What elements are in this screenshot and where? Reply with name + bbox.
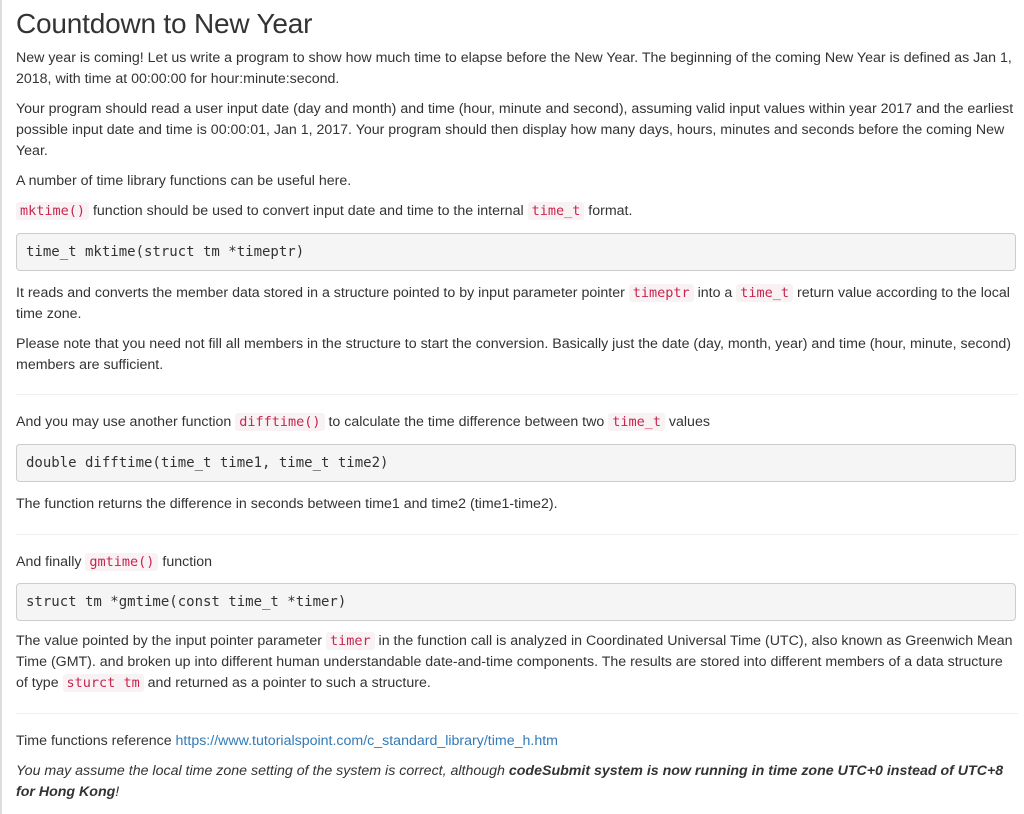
intro-paragraph-1: New year is coming! Let us write a program to show how much time to elapse before the New Year. The beginning of the coming New Year is defined as Jan 1, 2018, with time at 00:00:00 for hour:minute:second.	[16, 50, 1012, 87]
time-t-code: time_t	[608, 413, 665, 431]
note-text: You may assume the local time zone setting of the system is correct, although	[16, 763, 509, 779]
reference-label: Time functions reference	[16, 733, 176, 749]
gmtime-p-b: in the function call is analyzed in Coordinated Universal Time (UTC), also known as Greenwich Mean Time (GMT). and broken up into different human understandable date-and-time components. The results are stored into different members of a data structure of type	[16, 633, 1013, 691]
page	[2, 0, 1024, 803]
mktime-p1-a: It reads and converts the member data stored in a structure pointed to by input parameter pointer	[16, 285, 629, 301]
time-t-code: time_t	[528, 202, 585, 220]
page-title: Countdown to New Year	[16, 8, 313, 39]
struct-tm-code: sturct tm	[63, 674, 144, 692]
gmtime-p-a: The value pointed by the input pointer parameter	[16, 633, 326, 649]
difftime-lead: And you may use another function	[16, 414, 236, 430]
note-bold: codeSubmit system is now running in time zone UTC+0 instead of UTC+8 for Hong Kong	[16, 763, 1004, 800]
timeptr-code: timeptr	[629, 284, 694, 302]
note-end: !	[115, 784, 120, 800]
gmtime-code: gmtime()	[85, 553, 158, 571]
gmtime-lead: And finally	[16, 554, 86, 570]
intro-paragraph-2: Your program should read a user input date (day and month) and time (hour, minute and second), assuming valid input values within year 2017 and the earliest possible input date and time is 00:00:01, Jan 1, 2017. Your program should then display how many days, hours, minutes and seconds before the coming New Year.	[16, 101, 1014, 159]
mktime-paragraph-2: Please note that you need not fill all members in the structure to start the conversion. Basically just the date (day, month, year) and time (hour, minute, second) members are sufficient.	[16, 336, 1011, 373]
divider	[16, 713, 1018, 714]
difftime-code: difftime()	[235, 413, 324, 431]
difftime-end: values	[664, 414, 710, 430]
divider	[16, 534, 1018, 535]
mktime-p1-c: return value according to the local time zone.	[16, 285, 1010, 322]
time-t-code: time_t	[736, 284, 793, 302]
divider	[16, 394, 1018, 395]
reference-link[interactable]: https://www.tutorialspoint.com/c_standard_library/time_h.htm	[175, 733, 558, 749]
intro-paragraph-3: A number of time library functions can be useful here.	[16, 173, 352, 189]
timer-code: timer	[326, 632, 375, 650]
gmtime-intro	[16, 552, 1018, 573]
gmtime-signature: struct tm *gmtime(const time_t *timer)	[16, 583, 1016, 621]
mktime-signature: time_t mktime(struct tm *timeptr)	[16, 233, 1016, 271]
timezone-note	[16, 761, 1018, 803]
difftime-mid: to calculate the time difference between two	[324, 414, 609, 430]
reference-line	[16, 731, 1018, 752]
mktime-code: mktime()	[16, 202, 89, 220]
mktime-intro	[16, 201, 1018, 222]
mktime-p1-b: into a	[693, 285, 737, 301]
mktime-desc-end: format.	[584, 203, 633, 219]
gmtime-paragraph	[16, 631, 1018, 694]
gmtime-p-c: and returned as a pointer to such a structure.	[143, 675, 431, 691]
difftime-intro	[16, 412, 1018, 433]
difftime-signature: double difftime(time_t time1, time_t time2)	[16, 444, 1016, 482]
difftime-desc: The function returns the difference in seconds between time1 and time2 (time1-time2).	[16, 496, 558, 512]
mktime-desc: function should be used to convert input date and time to the internal	[89, 203, 528, 219]
mktime-paragraph-1	[16, 283, 1018, 325]
gmtime-end: function	[158, 554, 213, 570]
